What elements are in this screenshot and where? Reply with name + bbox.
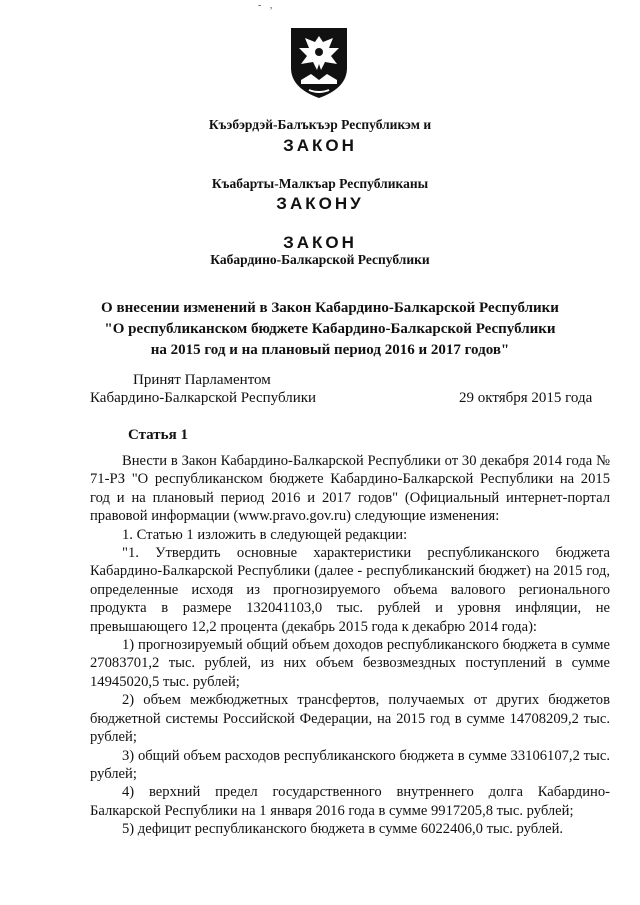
law-title bbox=[70, 298, 590, 361]
law-title-line-1: О внесении изменений в Закон Кабардино-Балкарской Республики bbox=[101, 300, 559, 316]
article-paragraph: 5) дефицит республиканского бюджета в сумме 6022406,0 тыс. рублей. bbox=[122, 821, 564, 838]
balkar-republic-name: Къабарты-Малкъар Республиканы bbox=[211, 176, 429, 191]
law-title-line-3: на 2015 год и на плановый период 2016 и 2017 годов" bbox=[150, 342, 510, 358]
adopted-by-line-2: Кабардино-Балкарской Республики bbox=[90, 390, 317, 406]
law-title-line-2: "О республиканском бюджете Кабардино-Балкарской Республики bbox=[104, 321, 556, 337]
article-paragraph: 3) общий объем расходов республиканского бюджета в сумме 33106107,2 тыс. рублей; bbox=[90, 747, 610, 782]
adopted-by-line-1: Принят Парламентом bbox=[133, 372, 271, 388]
article-paragraph: 4) верхний предел государственного внутреннего долга Кабардино-Балкарской Республики на 1 января 2016 года в сумме 9917205,8 тыс. рублей; bbox=[90, 784, 610, 819]
kabardian-republic-name: Къэбэрдэй-Балъкъэр Республикэм и bbox=[208, 117, 432, 132]
adoption-date: 29 октября 2015 года bbox=[459, 390, 593, 406]
scan-artifact: - , bbox=[258, 0, 276, 11]
article-heading: Статья 1 bbox=[128, 427, 188, 443]
article-paragraph: 1) прогнозируемый общий объем доходов республиканского бюджета в сумме 27083701,2 тыс. рублей, из них объем безвозмездных поступлений в сумме 14945020,5 тыс. рублей; bbox=[90, 637, 610, 690]
coat-of-arms-emblem bbox=[287, 24, 351, 100]
kabardian-law-word: ЗАКОН bbox=[283, 136, 357, 155]
article-body bbox=[90, 452, 610, 839]
russian-law-word: ЗАКОН bbox=[283, 233, 357, 252]
balkar-law-word: ЗАКОНУ bbox=[276, 194, 364, 213]
article-paragraph: Внести в Закон Кабардино-Балкарской Республики от 30 декабря 2014 года № 71-РЗ "О республиканском бюджете Кабардино-Балкарской Республики на 2015 год и на плановый период 2016 и 2017 годов" (Официальный интернет-портал правовой информации (www.pravo.gov.ru) следующие изменения: bbox=[90, 453, 610, 525]
article-paragraph: 1. Статью 1 изложить в следующей редакции: bbox=[122, 526, 408, 543]
article-paragraph: 2) объем межбюджетных трансфертов, получаемых от других бюджетов бюджетной системы Российской Федерации, на 2015 год в сумме 14708209,2 тыс. рублей; bbox=[90, 692, 610, 746]
article-paragraph: "1. Утвердить основные характеристики республиканского бюджета Кабардино-Балкарской Республики (далее - республиканский бюджет) на 2015 год, определенные исходя из прогнозируемого объема валового регионального продукта в размере 132041103,0 тыс. рублей и уровня инфляции, не превышающего 12,2 процента (декабрь 2015 года к декабрю 2014 года): bbox=[90, 545, 610, 635]
russian-republic-name: Кабардино-Балкарской Республики bbox=[210, 252, 430, 267]
